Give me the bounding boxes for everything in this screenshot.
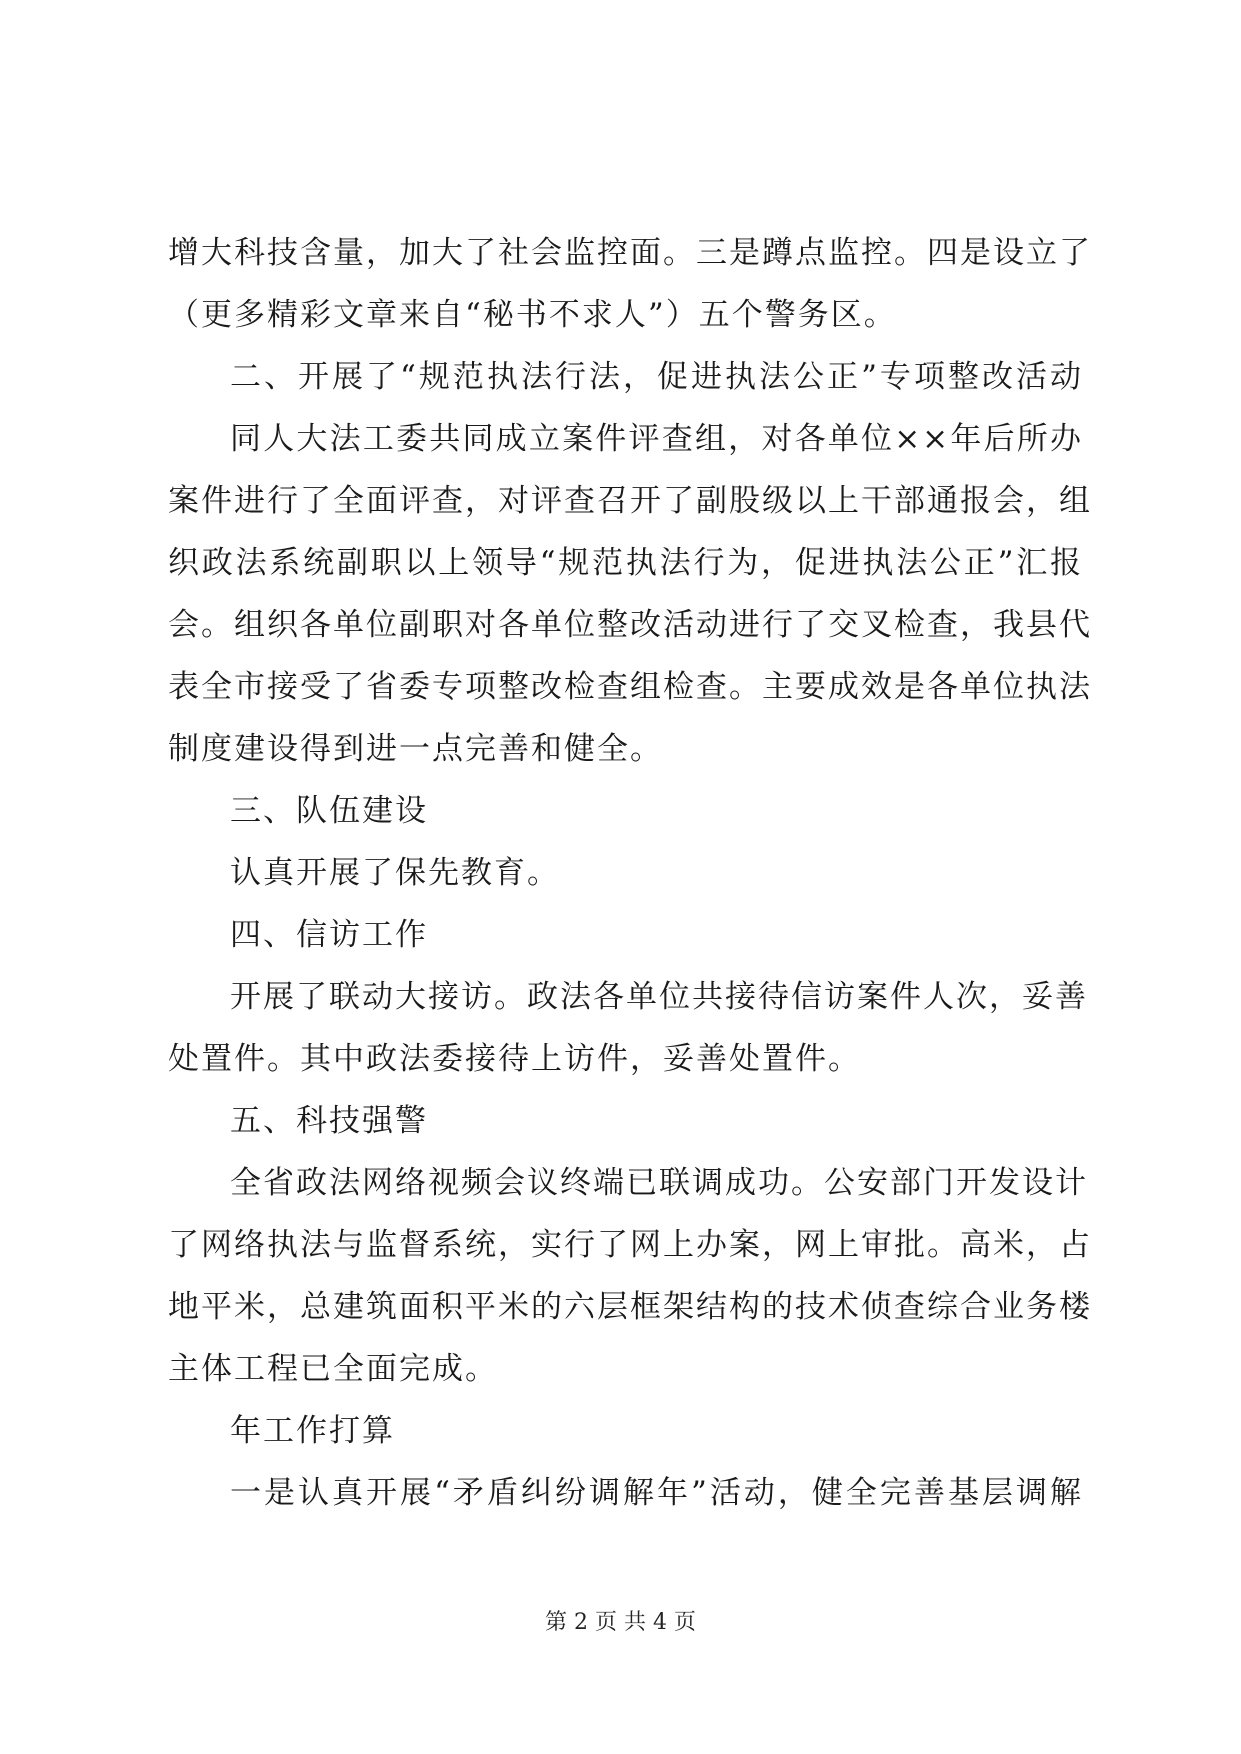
text-line: 五、科技强警 <box>230 1103 428 1139</box>
text-line: 全省政法网络视频会议终端已联调成功。公安部门开发设计 <box>230 1165 1088 1201</box>
text-line: 二、开展了“规范执法行法，促进执法公正”专项整改活动 <box>230 359 1083 395</box>
text-line: 表全市接受了省委专项整改检查组检查。主要成效是各单位执法 <box>168 669 1092 705</box>
text-line: 认真开展了保先教育。 <box>230 855 560 891</box>
text-line: 处置件。其中政法委接待上访件，妥善处置件。 <box>168 1041 861 1077</box>
page-number-footer: 第 2 页 共 4 页 <box>545 1610 696 1635</box>
text-line: 织政法系统副职以上领导“规范执法行为，促进执法公正”汇报 <box>168 545 1083 581</box>
text-line: 三、队伍建设 <box>230 793 428 829</box>
text-line: 一是认真开展“矛盾纠纷调解年”活动，健全完善基层调解 <box>230 1475 1083 1511</box>
document-body <box>168 222 1092 1524</box>
text-line: 增大科技含量，加大了社会监控面。三是蹲点监控。四是设立了 <box>168 235 1092 271</box>
text-line: 开展了联动大接访。政法各单位共接待信访案件人次，妥善 <box>230 979 1088 1015</box>
text-line: 年工作打算 <box>230 1413 395 1449</box>
text-line: 主体工程已全面完成。 <box>168 1351 498 1387</box>
text-line: 制度建设得到进一点完善和健全。 <box>168 731 663 767</box>
text-line: 同人大法工委共同成立案件评查组，对各单位××年后所办 <box>230 421 1083 457</box>
text-line: （更多精彩文章来自“秘书不求人”）五个警务区。 <box>168 297 897 333</box>
text-line: 四、信访工作 <box>230 917 428 953</box>
text-line: 会。组织各单位副职对各单位整改活动进行了交叉检查，我县代 <box>168 607 1092 643</box>
text-line: 地平米，总建筑面积平米的六层框架结构的技术侦查综合业务楼 <box>168 1289 1092 1325</box>
text-line: 案件进行了全面评查，对评查召开了副股级以上干部通报会，组 <box>168 483 1092 519</box>
text-line: 了网络执法与监督系统，实行了网上办案，网上审批。高米，占 <box>168 1227 1092 1263</box>
